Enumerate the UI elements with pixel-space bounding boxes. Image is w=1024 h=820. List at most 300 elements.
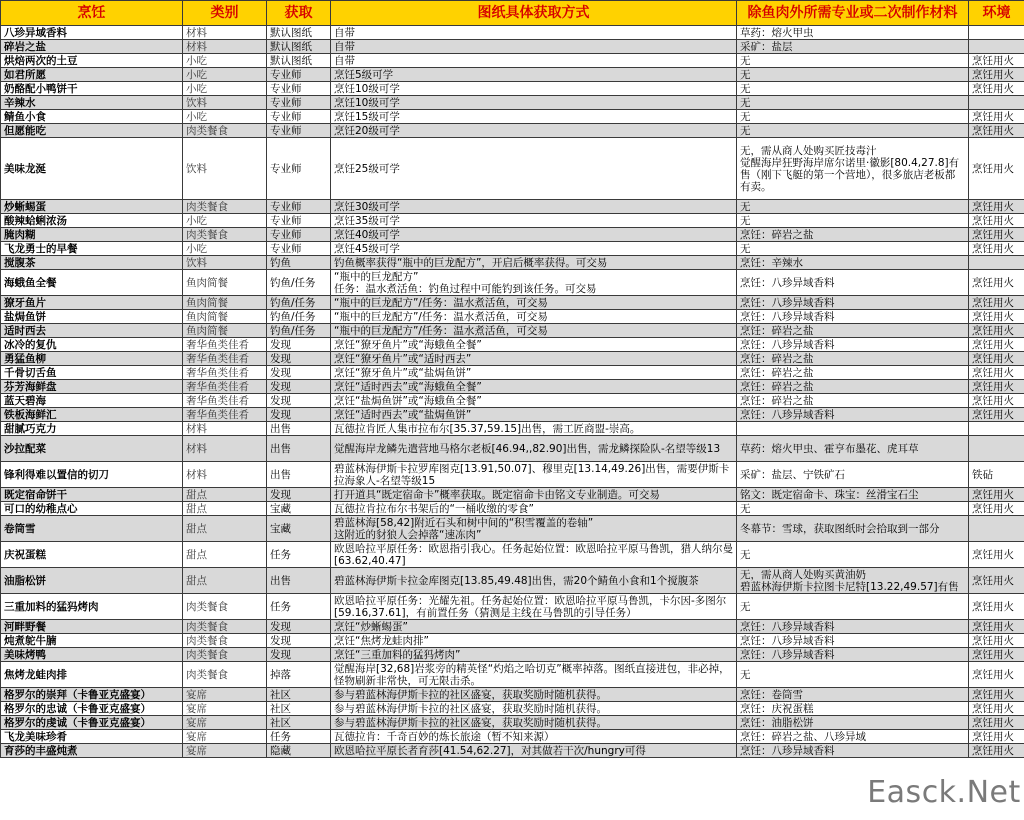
cell-environment: [969, 516, 1024, 542]
watermark-logo: Easck.Net: [864, 764, 1024, 820]
cell-environment: [969, 436, 1024, 462]
cell-category: 甜点: [183, 542, 267, 568]
header-method: 图纸具体获取方式: [331, 1, 737, 26]
cell-dish: 适时西去: [1, 324, 183, 338]
cell-source: 社区: [267, 716, 331, 730]
cell-method: “瓶中的巨龙配方”/任务：温水煮活鱼，可交易: [331, 296, 737, 310]
cell-category: 奢华鱼类佳肴: [183, 366, 267, 380]
table-row: [1, 688, 1024, 702]
cell-source: 专业师: [267, 110, 331, 124]
table-row: [1, 436, 1024, 462]
cell-environment: 烹饪用火: [969, 310, 1024, 324]
cell-materials: 草药：熔火甲虫: [737, 26, 969, 40]
cell-materials: 无，需从商人处购买匠技毒汁 觉醒海岸狂野海岸席尔诺里·徽影[80.4,27.8]有售（刚下飞艇的第一个营地），很多旅店老板都有卖。: [737, 138, 969, 200]
cell-source: 出售: [267, 422, 331, 436]
cell-environment: 烹饪用火: [969, 296, 1024, 310]
cell-method: 瓦德拉肯匠人集市拉布尔[35.37,59.15]出售，需工匠商盟-崇高。: [331, 422, 737, 436]
cell-method: 自带: [331, 26, 737, 40]
cell-environment: 烹饪用火: [969, 68, 1024, 82]
cell-method: 自带: [331, 40, 737, 54]
cell-materials: 无: [737, 200, 969, 214]
cell-materials: 无: [737, 68, 969, 82]
table-row: [1, 408, 1024, 422]
cell-dish: 千骨切舌鱼: [1, 366, 183, 380]
table-row: [1, 648, 1024, 662]
cell-materials: 草药：熔火甲虫、霍亨布墨花、虎耳草: [737, 436, 969, 462]
cell-category: 材料: [183, 436, 267, 462]
cell-category: 肉类餐食: [183, 594, 267, 620]
cell-environment: 烹饪用火: [969, 82, 1024, 96]
cell-materials: 无: [737, 594, 969, 620]
cell-category: 饮料: [183, 256, 267, 270]
cell-materials: 烹饪：八珍异域香料: [737, 648, 969, 662]
cell-method: “瓶中的巨龙配方”/任务：温水煮活鱼，可交易: [331, 324, 737, 338]
cell-dish: 油脂松饼: [1, 568, 183, 594]
cell-category: 宴席: [183, 730, 267, 744]
cell-environment: 烹饪用火: [969, 568, 1024, 594]
table-row: [1, 138, 1024, 200]
cell-category: 鱼肉简餐: [183, 270, 267, 296]
table-row: [1, 542, 1024, 568]
cell-materials: 无: [737, 662, 969, 688]
table-row: [1, 730, 1024, 744]
table-row: [1, 270, 1024, 296]
cell-method: 碧蓝林海伊斯卡拉罗库图克[13.91,50.07]、穆里克[13.14,49.26]出售，需要伊斯卡拉海象人-名望等级15: [331, 462, 737, 488]
cell-method: 瓦德拉肯：千奇百妙的炼长旅途（暂不知来源）: [331, 730, 737, 744]
cell-dish: 腌肉糊: [1, 228, 183, 242]
cell-materials: 烹饪：辛辣水: [737, 256, 969, 270]
cell-source: 任务: [267, 594, 331, 620]
cell-source: 掉落: [267, 662, 331, 688]
cell-category: 肉类餐食: [183, 228, 267, 242]
table-row: [1, 110, 1024, 124]
table-row: [1, 242, 1024, 256]
cell-method: 烹饪5级可学: [331, 68, 737, 82]
cell-environment: 烹饪用火: [969, 730, 1024, 744]
table-row: [1, 716, 1024, 730]
cell-materials: 烹饪：八珍异域香料: [737, 296, 969, 310]
cell-method: 碧蓝林海[58,42]附近石头和树中间的“积雪覆盖的卷轴” 这附近的豺狼人会掉落“速冻肉”: [331, 516, 737, 542]
cell-category: 奢华鱼类佳肴: [183, 338, 267, 352]
cell-dish: 格罗尔的崇拜（卡鲁亚克盛宴）: [1, 688, 183, 702]
cell-source: 专业师: [267, 228, 331, 242]
cell-source: 专业师: [267, 242, 331, 256]
table-row: [1, 380, 1024, 394]
cell-materials: 烹饪：卷筒雪: [737, 688, 969, 702]
cell-dish: 格罗尔的忠诚（卡鲁亚克盛宴）: [1, 702, 183, 716]
cell-method: 烹饪“獠牙鱼片”或“海蛾鱼全餐”: [331, 338, 737, 352]
cell-environment: 烹饪用火: [969, 200, 1024, 214]
cell-environment: 烹饪用火: [969, 702, 1024, 716]
cell-dish: 焦烤龙蛙肉排: [1, 662, 183, 688]
cell-dish: 芬芳海鲜盘: [1, 380, 183, 394]
table-row: [1, 568, 1024, 594]
cell-category: 奢华鱼类佳肴: [183, 380, 267, 394]
cell-category: 肉类餐食: [183, 662, 267, 688]
cell-method: 烹饪“焦烤龙蛙肉排”: [331, 634, 737, 648]
cell-environment: [969, 256, 1024, 270]
cell-dish: 三重加料的猛犸烤肉: [1, 594, 183, 620]
cell-method: 参与碧蓝林海伊斯卡拉的社区盛宴，获取奖励时随机获得。: [331, 688, 737, 702]
cell-method: 欧恩哈拉平原任务：光耀先祖。任务起始位置：欧恩哈拉平原马鲁凯，卡尔因-多图尔[59.16,37.61]，有前置任务（猜测是主线在马鲁凯的引导任务）: [331, 594, 737, 620]
table-row: [1, 26, 1024, 40]
cell-method: 烹饪“三重加料的猛犸烤肉”: [331, 648, 737, 662]
cell-category: 宴席: [183, 744, 267, 758]
cell-category: 鱼肉简餐: [183, 296, 267, 310]
cell-category: 宴席: [183, 716, 267, 730]
cell-materials: 烹饪：碎岩之盐: [737, 394, 969, 408]
cell-category: 甜点: [183, 502, 267, 516]
cell-category: 甜点: [183, 516, 267, 542]
cell-source: 专业师: [267, 138, 331, 200]
cell-source: 出售: [267, 436, 331, 462]
cell-dish: 八珍异域香料: [1, 26, 183, 40]
cell-category: 小吃: [183, 82, 267, 96]
cell-method: 烹饪30级可学: [331, 200, 737, 214]
cell-dish: 如君所愿: [1, 68, 183, 82]
cell-source: 发现: [267, 408, 331, 422]
cell-source: 专业师: [267, 96, 331, 110]
cell-category: 奢华鱼类佳肴: [183, 408, 267, 422]
cell-category: 小吃: [183, 242, 267, 256]
cell-environment: 烹饪用火: [969, 214, 1024, 228]
cell-dish: 冰冷的复仇: [1, 338, 183, 352]
table-row: [1, 200, 1024, 214]
cell-dish: 卷筒雪: [1, 516, 183, 542]
cell-category: 小吃: [183, 54, 267, 68]
cell-method: 参与碧蓝林海伊斯卡拉的社区盛宴，获取奖励时随机获得。: [331, 716, 737, 730]
cell-category: 饮料: [183, 96, 267, 110]
cell-source: 宝藏: [267, 516, 331, 542]
cell-method: 烹饪20级可学: [331, 124, 737, 138]
cell-category: 甜点: [183, 488, 267, 502]
cell-environment: 烹饪用火: [969, 542, 1024, 568]
table-row: [1, 54, 1024, 68]
cell-environment: 烹饪用火: [969, 688, 1024, 702]
cell-category: 肉类餐食: [183, 620, 267, 634]
table-row: [1, 662, 1024, 688]
cell-materials: 无: [737, 242, 969, 256]
cell-materials: 烹饪：碎岩之盐: [737, 352, 969, 366]
cell-environment: 烹饪用火: [969, 366, 1024, 380]
cell-method: 烹饪“獠牙鱼片”或“盐焗鱼饼”: [331, 366, 737, 380]
cell-source: 专业师: [267, 214, 331, 228]
cell-environment: [969, 422, 1024, 436]
cell-method: 瓦德拉肯拉布尔书架后的“一桶收缴的零食”: [331, 502, 737, 516]
cell-category: 材料: [183, 26, 267, 40]
cell-environment: 烹饪用火: [969, 380, 1024, 394]
cell-environment: 烹饪用火: [969, 54, 1024, 68]
table-row: [1, 502, 1024, 516]
cell-environment: 烹饪用火: [969, 270, 1024, 296]
cell-method: 烹饪“炒蜥蜴蛋”: [331, 620, 737, 634]
cell-category: 小吃: [183, 110, 267, 124]
table-row: [1, 394, 1024, 408]
table-row: [1, 366, 1024, 380]
cell-dish: 炒蜥蜴蛋: [1, 200, 183, 214]
cell-environment: 烹饪用火: [969, 744, 1024, 758]
table-row: [1, 462, 1024, 488]
cell-source: 钓鱼: [267, 256, 331, 270]
cell-source: 钓鱼/任务: [267, 324, 331, 338]
cell-materials: 烹饪：八珍异域香料: [737, 744, 969, 758]
cell-method: 钓鱼概率获得“瓶中的巨龙配方”，开启后概率获得。可交易: [331, 256, 737, 270]
table-row: [1, 68, 1024, 82]
cell-materials: 无，需从商人处购买黄油奶 碧蓝林海伊斯卡拉图卡尼特[13.22,49.57]有售: [737, 568, 969, 594]
cell-materials: 烹饪：八珍异域香料: [737, 634, 969, 648]
cell-dish: 蓝天碧海: [1, 394, 183, 408]
cell-environment: [969, 96, 1024, 110]
cell-dish: 锋利得难以置信的切刀: [1, 462, 183, 488]
cell-source: 专业师: [267, 68, 331, 82]
cell-dish: 美味烤鸭: [1, 648, 183, 662]
cell-source: 宝藏: [267, 502, 331, 516]
cell-environment: 烹饪用火: [969, 138, 1024, 200]
cell-method: “瓶中的巨龙配方” 任务：温水煮活鱼：钓鱼过程中可能钓到该任务。可交易: [331, 270, 737, 296]
cell-category: 肉类餐食: [183, 648, 267, 662]
cell-environment: 烹饪用火: [969, 620, 1024, 634]
cell-environment: 烹饪用火: [969, 394, 1024, 408]
cell-environment: 烹饪用火: [969, 594, 1024, 620]
cell-category: 小吃: [183, 214, 267, 228]
cell-dish: 美味龙涎: [1, 138, 183, 200]
cell-environment: [969, 40, 1024, 54]
cell-environment: 烹饪用火: [969, 408, 1024, 422]
cell-category: 奢华鱼类佳肴: [183, 352, 267, 366]
cell-source: 发现: [267, 366, 331, 380]
cell-dish: 海蛾鱼全餐: [1, 270, 183, 296]
cell-materials: 烹饪：碎岩之盐、八珍异域: [737, 730, 969, 744]
cell-category: 鱼肉简餐: [183, 310, 267, 324]
cell-dish: 奶酪配小鸭饼干: [1, 82, 183, 96]
cell-method: “瓶中的巨龙配方”/任务：温水煮活鱼，可交易: [331, 310, 737, 324]
cell-dish: 沙拉配菜: [1, 436, 183, 462]
cell-dish: 盐焗鱼饼: [1, 310, 183, 324]
cell-dish: 搅腹茶: [1, 256, 183, 270]
cell-environment: 烹饪用火: [969, 648, 1024, 662]
cell-method: 烹饪“盐焗鱼饼”或“海蛾鱼全餐”: [331, 394, 737, 408]
table-row: [1, 228, 1024, 242]
cell-method: 烹饪40级可学: [331, 228, 737, 242]
cell-environment: 烹饪用火: [969, 634, 1024, 648]
cell-materials: 烹饪：八珍异域香料: [737, 338, 969, 352]
cell-method: 觉醒海岸龙鳞先遣营地马格尔老板[46.94,,82.90]出售，需龙鳞探险队-名望等级13: [331, 436, 737, 462]
cell-materials: 无: [737, 124, 969, 138]
cell-method: 烹饪10级可学: [331, 96, 737, 110]
cell-dish: 飞龙勇士的早餐: [1, 242, 183, 256]
table-row: [1, 96, 1024, 110]
cell-dish: 碎岩之盐: [1, 40, 183, 54]
table-row: [1, 702, 1024, 716]
cell-environment: 烹饪用火: [969, 352, 1024, 366]
cell-environment: [969, 26, 1024, 40]
cell-dish: 鲭鱼小食: [1, 110, 183, 124]
cell-source: 隐藏: [267, 744, 331, 758]
cell-source: 发现: [267, 488, 331, 502]
cell-method: 自带: [331, 54, 737, 68]
table-row: [1, 214, 1024, 228]
cell-dish: 炖煮鸵牛腩: [1, 634, 183, 648]
table-body: [1, 26, 1024, 758]
cell-materials: 无: [737, 502, 969, 516]
cell-dish: 格罗尔的虔诚（卡鲁亚克盛宴）: [1, 716, 183, 730]
cell-materials: 烹饪：碎岩之盐: [737, 380, 969, 394]
cell-environment: 烹饪用火: [969, 338, 1024, 352]
header-category: 类别: [183, 1, 267, 26]
cell-materials: 无: [737, 82, 969, 96]
table-row: [1, 488, 1024, 502]
cell-method: 烹饪45级可学: [331, 242, 737, 256]
cell-materials: 无: [737, 96, 969, 110]
table-row: [1, 634, 1024, 648]
cell-environment: 烹饪用火: [969, 502, 1024, 516]
cell-materials: 烹饪：八珍异域香料: [737, 620, 969, 634]
cell-category: 材料: [183, 462, 267, 488]
cell-materials: 烹饪：庆祝蛋糕: [737, 702, 969, 716]
table-row: [1, 296, 1024, 310]
cell-method: 烹饪35级可学: [331, 214, 737, 228]
cell-materials: 烹饪：碎岩之盐: [737, 228, 969, 242]
table-row: [1, 594, 1024, 620]
cell-dish: 勇猛鱼柳: [1, 352, 183, 366]
cell-source: 发现: [267, 648, 331, 662]
cell-materials: 烹饪：八珍异域香料: [737, 310, 969, 324]
cell-dish: 铁板海鲜汇: [1, 408, 183, 422]
cell-materials: 冬幕节：雪球，获取图纸时会拾取到一部分: [737, 516, 969, 542]
cell-materials: 无: [737, 542, 969, 568]
cell-environment: 烹饪用火: [969, 662, 1024, 688]
cell-materials: 烹饪：油脂松饼: [737, 716, 969, 730]
cell-method: 觉醒海岸[32,68]岩浆旁的精英怪“灼焰之哈切克”概率掉落。图纸直接进包，非必掉，怪物刷新非常快，可无限击杀。: [331, 662, 737, 688]
cell-category: 饮料: [183, 138, 267, 200]
table-row: [1, 82, 1024, 96]
cell-category: 宴席: [183, 688, 267, 702]
cell-materials: 采矿：盐层、宁铁矿石: [737, 462, 969, 488]
cell-dish: 但愿能吃: [1, 124, 183, 138]
cell-method: 烹饪15级可学: [331, 110, 737, 124]
cell-method: 烹饪“獠牙鱼片”或“适时西去”: [331, 352, 737, 366]
table-row: [1, 352, 1024, 366]
cell-environment: 烹饪用火: [969, 124, 1024, 138]
cell-category: 材料: [183, 40, 267, 54]
cell-source: 发现: [267, 338, 331, 352]
cell-category: 鱼肉简餐: [183, 324, 267, 338]
cell-dish: 飞龙美味珍肴: [1, 730, 183, 744]
cell-dish: 既定宿命饼干: [1, 488, 183, 502]
cell-materials: 无: [737, 54, 969, 68]
table-row: [1, 324, 1024, 338]
cell-dish: 庆祝蛋糕: [1, 542, 183, 568]
cell-method: 碧蓝林海伊斯卡拉金库图克[13.85,49.48]出售，需20个鲭鱼小食和1个搅腹茶: [331, 568, 737, 594]
cell-dish: 可口的幼稚点心: [1, 502, 183, 516]
cell-materials: 采矿：盐层: [737, 40, 969, 54]
cell-source: 发现: [267, 352, 331, 366]
table-row: [1, 256, 1024, 270]
cell-materials: 烹饪：八珍异域香料: [737, 270, 969, 296]
cell-dish: 河畔野餐: [1, 620, 183, 634]
cell-materials: 烹饪：碎岩之盐: [737, 366, 969, 380]
cell-source: 钓鱼/任务: [267, 310, 331, 324]
cell-method: 参与碧蓝林海伊斯卡拉的社区盛宴，获取奖励时随机获得。: [331, 702, 737, 716]
cell-category: 肉类餐食: [183, 634, 267, 648]
cell-materials: 烹饪：八珍异域香料: [737, 408, 969, 422]
cell-source: 任务: [267, 730, 331, 744]
cell-category: 材料: [183, 422, 267, 436]
cell-source: 发现: [267, 380, 331, 394]
cell-source: 专业师: [267, 82, 331, 96]
cell-category: 奢华鱼类佳肴: [183, 394, 267, 408]
table-row: [1, 124, 1024, 138]
cell-source: 发现: [267, 620, 331, 634]
cell-source: 默认图纸: [267, 26, 331, 40]
cell-source: 钓鱼/任务: [267, 296, 331, 310]
cell-materials: 铭文：既定宿命卡、珠宝：丝滑宝石尘: [737, 488, 969, 502]
cell-materials: [737, 422, 969, 436]
cell-source: 默认图纸: [267, 54, 331, 68]
cell-environment: 烹饪用火: [969, 324, 1024, 338]
header-materials: 除鱼肉外所需专业或二次制作材料: [737, 1, 969, 26]
cell-dish: 甜腻巧克力: [1, 422, 183, 436]
cell-materials: 无: [737, 110, 969, 124]
cell-source: 社区: [267, 702, 331, 716]
cell-source: 出售: [267, 462, 331, 488]
cell-method: 烹饪“适时西去”或“海蛾鱼全餐”: [331, 380, 737, 394]
cell-method: 烹饪“适时西去”或“盐焗鱼饼”: [331, 408, 737, 422]
cell-category: 甜点: [183, 568, 267, 594]
cell-category: 肉类餐食: [183, 200, 267, 214]
cell-dish: 辛辣水: [1, 96, 183, 110]
header-source: 获取: [267, 1, 331, 26]
table-row: [1, 620, 1024, 634]
cell-method: 烹饪10级可学: [331, 82, 737, 96]
cell-category: 肉类餐食: [183, 124, 267, 138]
table-row: [1, 422, 1024, 436]
cell-source: 发现: [267, 394, 331, 408]
cell-environment: 铁砧: [969, 462, 1024, 488]
cell-source: 发现: [267, 634, 331, 648]
table-row: [1, 516, 1024, 542]
cell-source: 默认图纸: [267, 40, 331, 54]
cell-category: 宴席: [183, 702, 267, 716]
cell-source: 钓鱼/任务: [267, 270, 331, 296]
cell-materials: 无: [737, 214, 969, 228]
header-environment: 环境: [969, 1, 1024, 26]
cell-environment: 烹饪用火: [969, 110, 1024, 124]
header-dish: 烹饪: [1, 1, 183, 26]
table-row: [1, 310, 1024, 324]
cell-source: 任务: [267, 542, 331, 568]
cell-environment: 烹饪用火: [969, 228, 1024, 242]
cell-source: 专业师: [267, 200, 331, 214]
cell-method: 打开道具“既定宿命卡”概率获取。既定宿命卡由铭文专业制造。可交易: [331, 488, 737, 502]
table-row: [1, 40, 1024, 54]
cell-source: 专业师: [267, 124, 331, 138]
cell-dish: 育莎的丰盛炖煮: [1, 744, 183, 758]
cell-environment: 烹饪用火: [969, 488, 1024, 502]
table-row: [1, 744, 1024, 758]
cell-materials: 烹饪：碎岩之盐: [737, 324, 969, 338]
cell-dish: 烘焙两次的土豆: [1, 54, 183, 68]
cell-source: 出售: [267, 568, 331, 594]
header-row: [1, 1, 1024, 26]
cell-category: 小吃: [183, 68, 267, 82]
cell-environment: 烹饪用火: [969, 242, 1024, 256]
cell-dish: 酸辣蛤蜊浓汤: [1, 214, 183, 228]
table-row: [1, 338, 1024, 352]
cell-method: 烹饪25级可学: [331, 138, 737, 200]
cell-method: 欧恩哈拉平原长者育莎[41.54,62.27]，对其做若干次/hungry可得: [331, 744, 737, 758]
cell-environment: 烹饪用火: [969, 716, 1024, 730]
